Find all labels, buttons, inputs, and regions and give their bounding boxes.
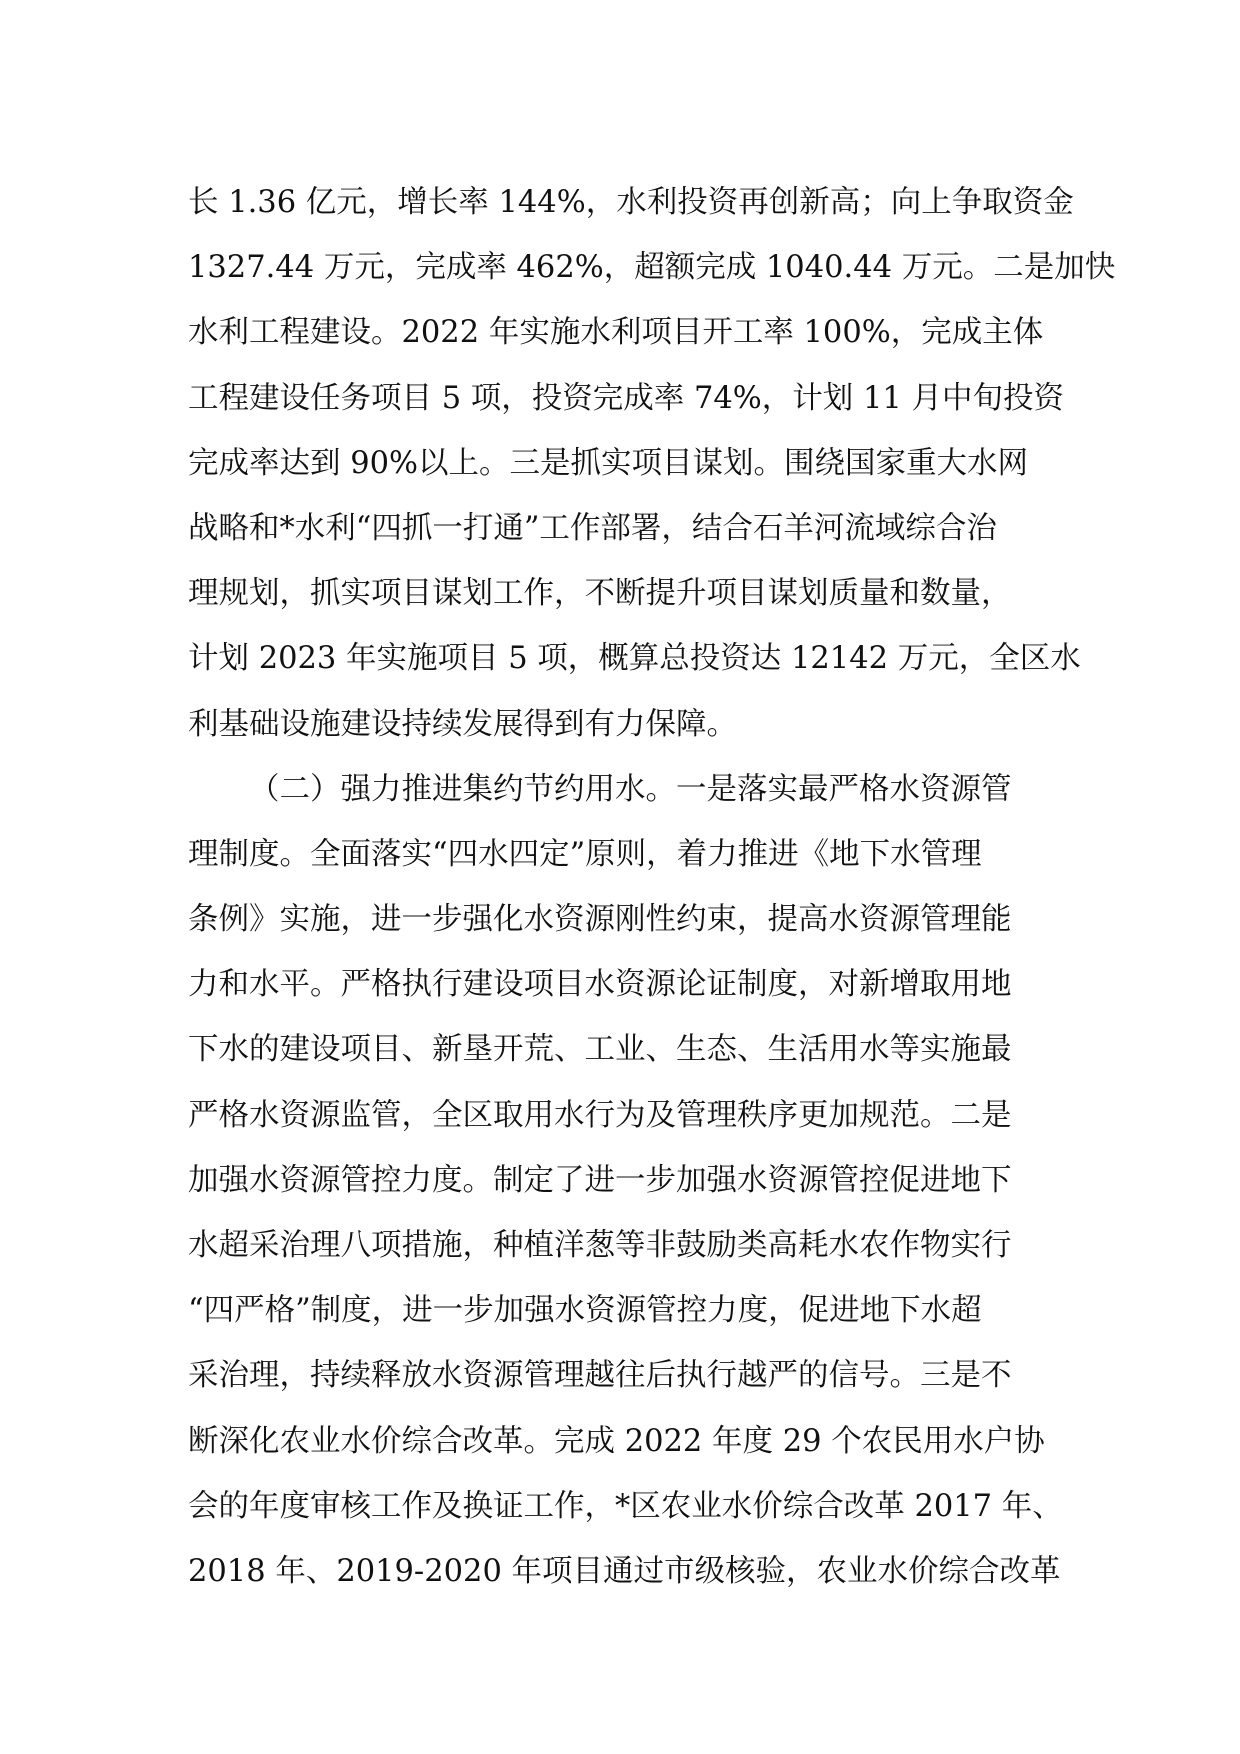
text-line-15: 严格水资源监管，全区取用水行为及管理秩序更加规范。二是 — [188, 1097, 1012, 1133]
section-heading-line: （二）强力推进集约节约用水。一是落实最严格水资源管 — [249, 771, 1012, 807]
text-line-19: 采治理，持续释放水资源管理越往后执行越严的信号。三是不 — [188, 1358, 1012, 1394]
text-line-8: 计划 2023 年实施项目 5 项，概算总投资达 12142 万元，全区水 — [188, 641, 1081, 677]
text-line-3: 水利工程建设。2022 年实施水利项目开工率 100%，完成主体 — [188, 315, 1044, 351]
text-line-1: 长 1.36 亿元，增长率 144%，水利投资再创新高；向上争取资金 — [188, 185, 1074, 220]
text-line-16: 加强水资源管控力度。制定了进一步加强水资源管控促进地下 — [188, 1162, 1012, 1198]
text-line-12: 条例》实施，进一步强化水资源刚性约束，提高水资源管理能 — [188, 902, 1012, 938]
text-line-5: 完成率达到 90%以上。三是抓实项目谋划。围绕国家重大水网 — [188, 445, 1028, 481]
text-line-6: 战略和*水利“四抓一打通”工作部署，结合石羊河流域综合治 — [188, 510, 997, 546]
text-line-2: 1327.44 万元，完成率 462%，超额完成 1040.44 万元。二是加快 — [188, 250, 1116, 286]
text-line-4: 工程建设任务项目 5 项，投资完成率 74%，计划 11 月中旬投资 — [188, 380, 1064, 416]
text-line-21: 会的年度审核工作及换证工作，*区农业水价综合改革 2017 年、 — [188, 1488, 1063, 1524]
text-line-22: 2018 年、2019-2020 年项目通过市级核验，农业水价综合改革 — [188, 1553, 1061, 1589]
text-line-14: 下水的建设项目、新垦开荒、工业、生态、生活用水等实施最 — [188, 1032, 1012, 1068]
text-line-18: “四严格”制度，进一步加强水资源管控力度，促进地下水超 — [188, 1293, 982, 1329]
text-line-7: 理规划，抓实项目谋划工作，不断提升项目谋划质量和数量， — [188, 576, 1012, 612]
text-line-20: 断深化农业水价综合改革。完成 2022 年度 29 个农民用水户协 — [188, 1423, 1045, 1459]
text-line-9: 利基础设施建设持续发展得到有力保障。 — [188, 706, 737, 742]
text-line-17: 水超采治理八项措施，种植洋葱等非鼓励类高耗水农作物实行 — [188, 1228, 1012, 1263]
text-line-13: 力和水平。严格执行建设项目水资源论证制度，对新增取用地 — [188, 967, 1012, 1003]
text-line-11: 理制度。全面落实“四水四定”原则，着力推进《地下水管理 — [188, 836, 982, 872]
document-body — [188, 170, 1116, 1604]
